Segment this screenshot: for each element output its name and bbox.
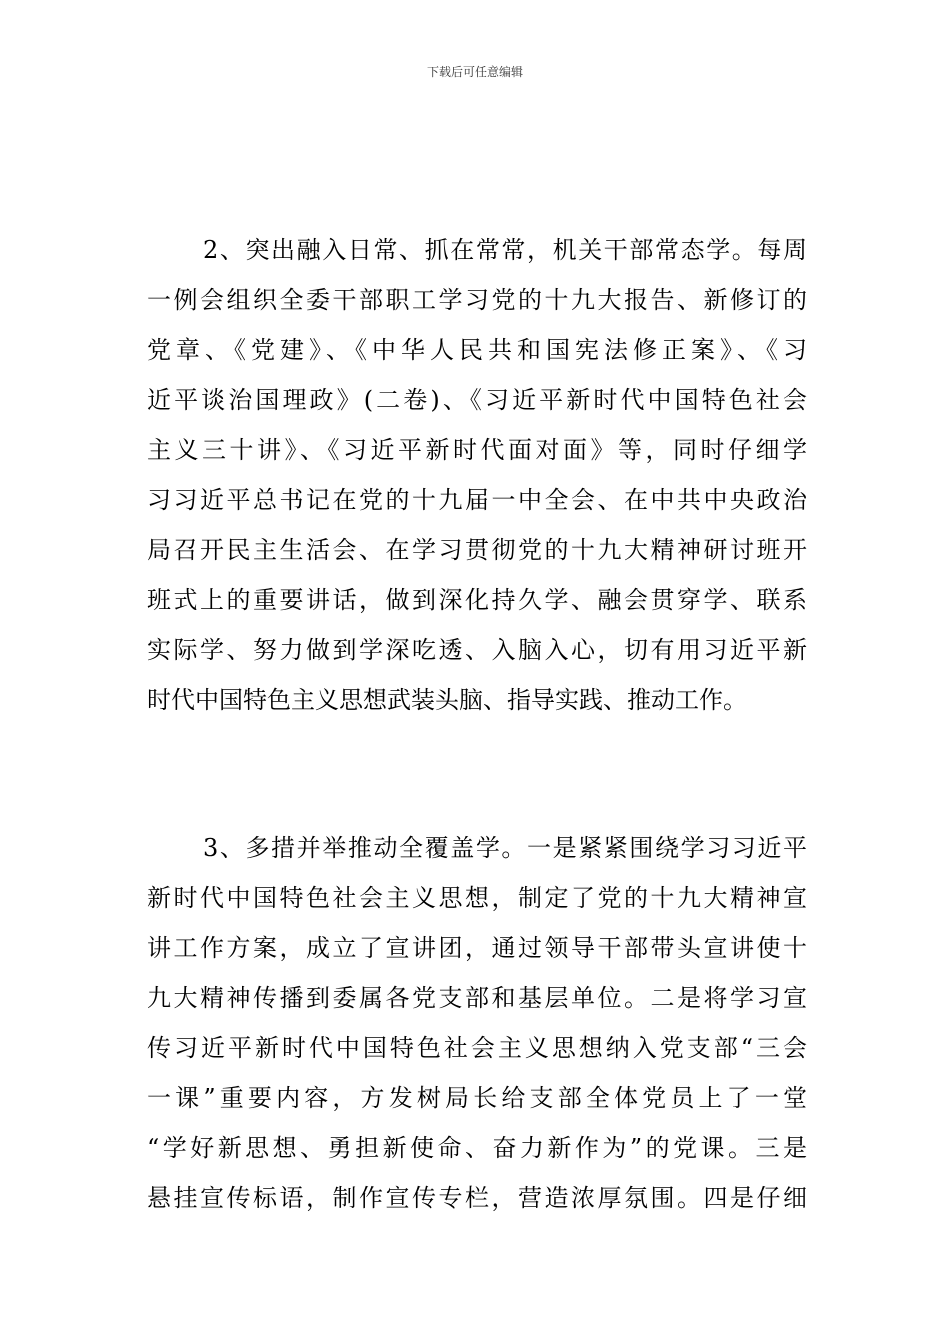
text-line: 近平谈治国理政》(二卷)、《习近平新时代中国特色社会 [147, 386, 807, 414]
text-line: 一课”重要内容，方发树局长给支部全体党员上了一堂 [147, 1084, 807, 1112]
text-line: 时代中国特色主义思想武装头脑、指导实践、推动工作。 [147, 686, 747, 714]
text-line: 悬挂宣传标语，制作宣传专栏，营造浓厚氛围。四是仔细 [147, 1184, 807, 1212]
text-line: 九大精神传播到委属各党支部和基层单位。二是将学习宣 [147, 984, 807, 1012]
text-line: 班式上的重要讲话，做到深化持久学、融会贯穿学、联系 [147, 586, 807, 614]
text-line: 一例会组织全委干部职工学习党的十九大报告、新修订的 [147, 286, 807, 314]
text-line: 习习近平总书记在党的十九届一中全会、在中共中央政治 [147, 486, 807, 514]
page-header: 下载后可任意编辑 [426, 65, 523, 79]
text-line: 新时代中国特色社会主义思想，制定了党的十九大精神宣 [147, 884, 807, 912]
paragraph-3 [147, 823, 807, 1223]
text-line: 2、突出融入日常、抓在常常，机关干部常态学。每周 [203, 236, 807, 264]
text-line: 传习近平新时代中国特色社会主义思想纳入党支部“三会 [147, 1034, 807, 1062]
text-line: “学好新思想、勇担新使命、奋力新作为”的党课。三是 [147, 1134, 807, 1162]
paragraph-2 [147, 225, 807, 725]
text-line: 党章、《党建》、《中华人民共和国宪法修正案》、《习 [147, 336, 807, 364]
text-line: 讲工作方案，成立了宣讲团，通过领导干部带头宣讲使十 [147, 934, 807, 962]
text-line: 3、多措并举推动全覆盖学。一是紧紧围绕学习习近平 [203, 834, 807, 862]
text-line: 主义三十讲》、《习近平新时代面对面》等，同时仔细学 [147, 436, 807, 464]
text-line: 局召开民主生活会、在学习贯彻党的十九大精神研讨班开 [147, 536, 807, 564]
text-line: 实际学、努力做到学深吃透、入脑入心，切有用习近平新 [147, 636, 807, 664]
